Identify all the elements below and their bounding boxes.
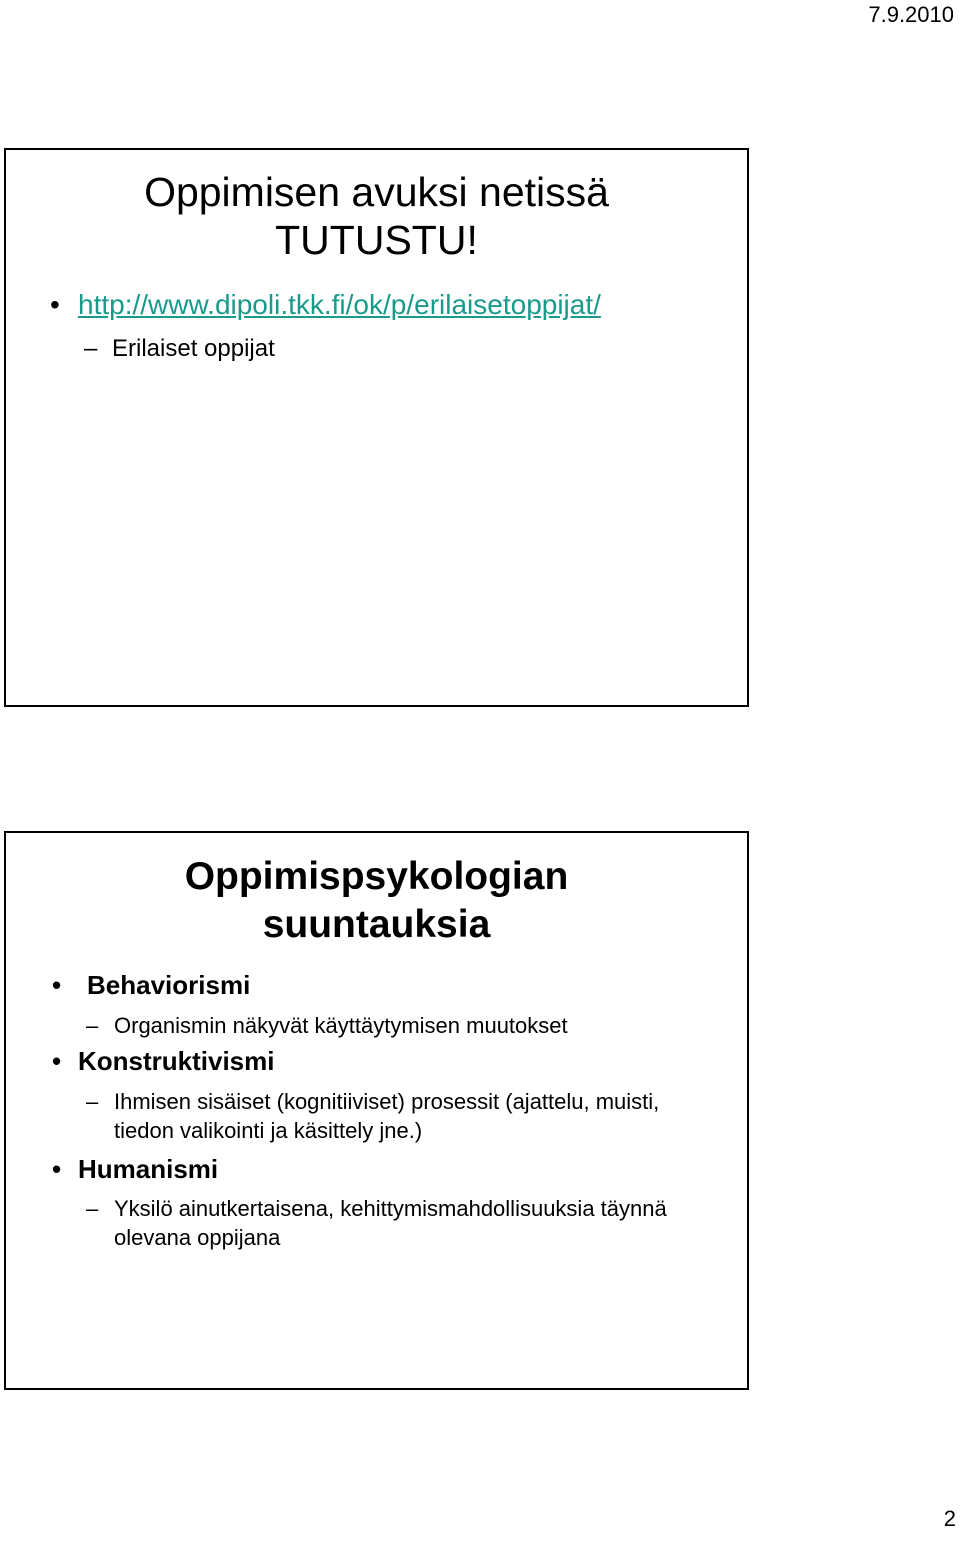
dash-icon: –: [86, 1013, 99, 1038]
slide-1: [4, 148, 749, 707]
slide-2: [4, 831, 749, 1390]
slide-1-sub-text: Erilaiset oppijat: [112, 335, 275, 362]
list-item-sub: [86, 1194, 706, 1252]
slide-2-title: [6, 853, 747, 949]
list-item: [52, 969, 250, 1001]
dash-icon: –: [86, 1089, 99, 1114]
list-item-sub: [86, 1087, 706, 1145]
list-item: [52, 1153, 218, 1185]
slide-1-sub-bullet: [84, 334, 275, 364]
slide-1-title-line-1: Oppimisen avuksi netissä: [144, 169, 609, 215]
bullet-icon: •: [52, 1046, 62, 1076]
date-label: 7.9.2010: [868, 2, 954, 27]
slide-2-title-line-1: Oppimispsykologian: [184, 855, 569, 898]
dash-icon: –: [86, 1196, 99, 1221]
erilaiset-oppijat-link[interactable]: http://www.dipoli.tkk.fi/ok/p/erilaisetoppijat/: [78, 289, 601, 320]
list-item-sub-text: Yksilö ainutkertaisena, kehittymismahdollisuuksia täynnä olevana oppijana: [114, 1196, 667, 1250]
bullet-icon: •: [50, 289, 60, 320]
list-item-heading: Humanismi: [78, 1154, 219, 1184]
page-number: 2: [943, 1506, 956, 1531]
slide-1-title-line-2: TUTUSTU!: [275, 217, 478, 263]
list-item: [52, 1045, 275, 1077]
slide-2-title-line-2: suuntauksia: [262, 903, 491, 946]
slide-1-bullet: [50, 288, 601, 322]
list-item-sub-text: Ihmisen sisäiset (kognitiiviset) prosessit (ajattelu, muisti, tiedon valikointi ja käsittely jne.): [114, 1089, 660, 1143]
dash-icon: –: [84, 335, 98, 362]
slide-1-title: [6, 168, 747, 264]
list-item-heading: Konstruktivismi: [78, 1046, 275, 1076]
bullet-icon: •: [52, 1154, 62, 1184]
bullet-icon: •: [52, 970, 62, 1000]
list-item-heading: Behaviorismi: [87, 970, 251, 1000]
list-item-sub: [86, 1011, 568, 1040]
list-item-sub-text: Organismin näkyvät käyttäytymisen muutokset: [114, 1013, 568, 1038]
